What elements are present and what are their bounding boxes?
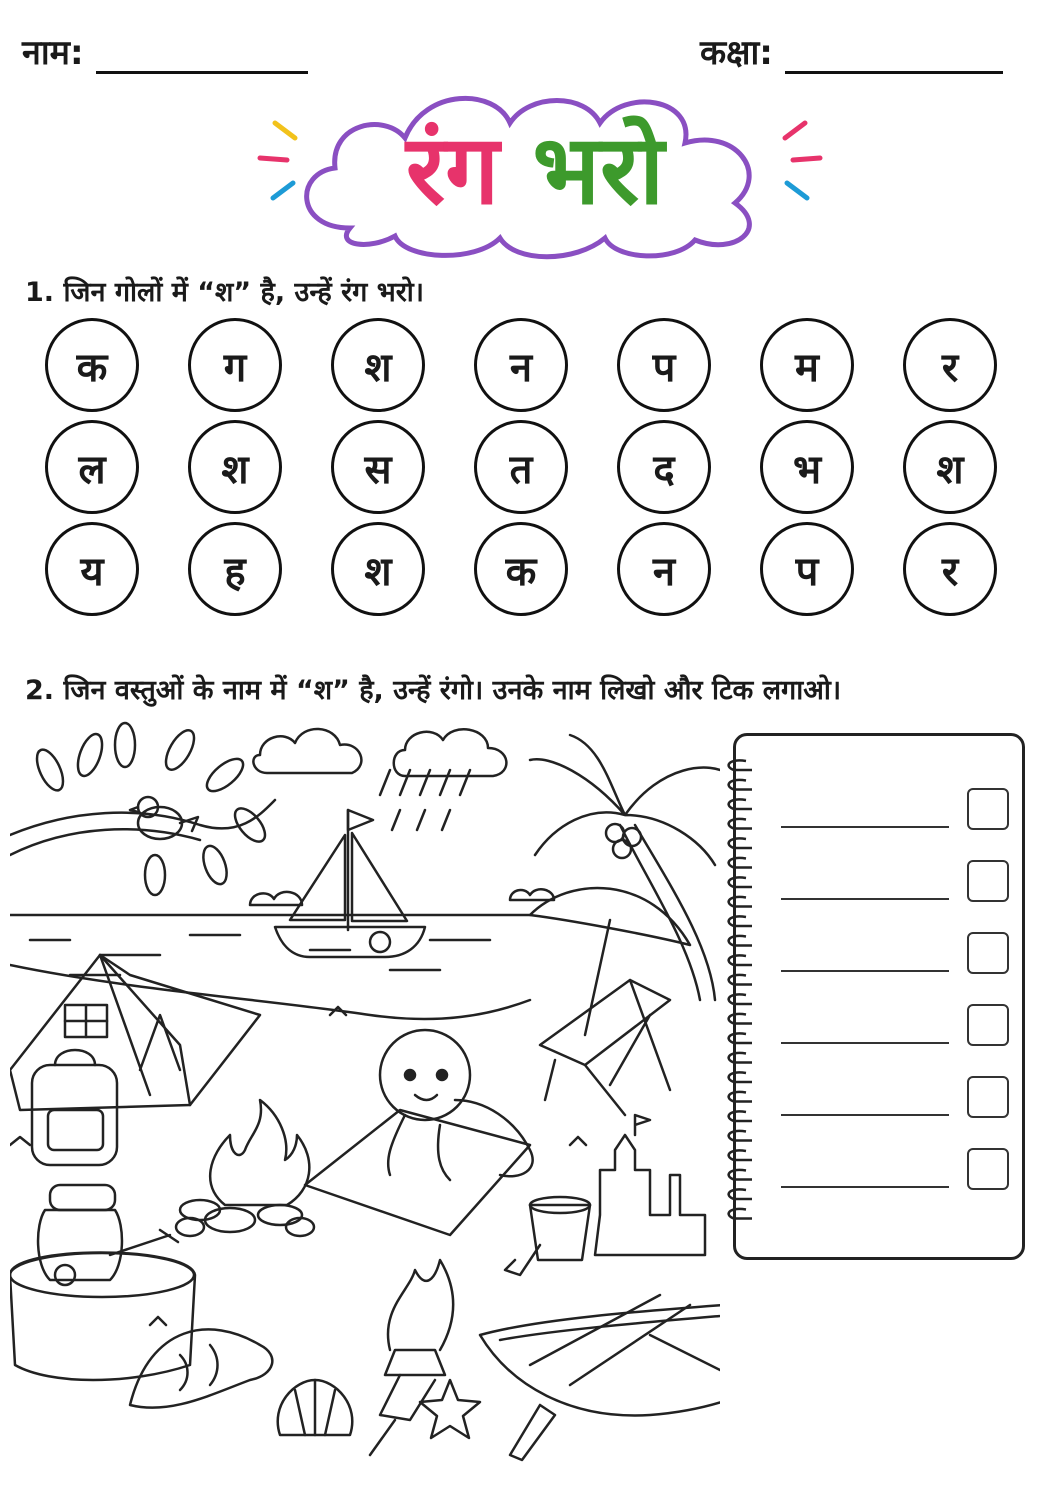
answer-line[interactable]: [781, 1042, 949, 1044]
letter-circle[interactable]: क: [45, 318, 139, 412]
answer-row: [781, 860, 1009, 906]
tick-checkbox[interactable]: [967, 932, 1009, 974]
answer-line[interactable]: [781, 1114, 949, 1116]
letter-circle[interactable]: न: [474, 318, 568, 412]
spiral-ring: [729, 1053, 752, 1063]
spiral-ring: [729, 936, 752, 946]
letter-circle[interactable]: द: [617, 420, 711, 514]
spiral-ring: [729, 760, 752, 770]
letter-circle[interactable]: भ: [760, 420, 854, 514]
sandcastle: [595, 1115, 705, 1255]
answer-notebook: [733, 733, 1025, 1260]
letter-circle[interactable]: श: [331, 522, 425, 616]
question-1: 1. जिन गोलों में “श” है, उन्हें रंग भरो।: [25, 277, 425, 308]
letter-circle[interactable]: न: [617, 522, 711, 616]
sailboat: [275, 810, 425, 957]
name-label: नाम:: [22, 33, 84, 73]
title-word-2: भरो: [532, 114, 665, 226]
letter-circle[interactable]: प: [617, 318, 711, 412]
spiral-ring: [729, 799, 752, 809]
class-label: कक्षा:: [700, 33, 773, 73]
letter-circle[interactable]: श: [331, 318, 425, 412]
letter-circle[interactable]: श: [903, 420, 997, 514]
spiral-binding: [718, 755, 758, 1235]
campfire: [176, 1100, 314, 1236]
bucket: [505, 1197, 590, 1275]
tick-checkbox[interactable]: [967, 788, 1009, 830]
letter-circle[interactable]: क: [474, 522, 568, 616]
letter-circle[interactable]: ह: [188, 522, 282, 616]
answer-line[interactable]: [781, 826, 949, 828]
spiral-ring: [729, 1033, 752, 1043]
class-field: [700, 28, 1003, 74]
answer-line[interactable]: [781, 1186, 949, 1188]
name-field: [22, 28, 308, 74]
spiral-ring: [729, 877, 752, 887]
answer-row: [781, 1076, 1009, 1122]
answer-row: [781, 1148, 1009, 1194]
tent: [10, 955, 260, 1110]
spiral-ring: [729, 916, 752, 926]
letter-circle[interactable]: म: [760, 318, 854, 412]
beach-chair: [540, 980, 670, 1115]
class-blank-line[interactable]: [785, 37, 1003, 74]
answer-line[interactable]: [781, 970, 949, 972]
beach-scene-illustration: [10, 715, 720, 1480]
tick-checkbox[interactable]: [967, 1076, 1009, 1118]
page-title: [300, 110, 770, 230]
right-sparkle-icon: [785, 123, 820, 198]
letter-circle[interactable]: त: [474, 420, 568, 514]
letter-circle[interactable]: ल: [45, 420, 139, 514]
spiral-ring: [729, 1014, 752, 1024]
torch: [370, 1260, 453, 1455]
letter-circle[interactable]: र: [903, 318, 997, 412]
clouds: [250, 729, 554, 905]
spiral-ring: [729, 975, 752, 985]
spiral-ring: [729, 1092, 752, 1102]
letter-circle[interactable]: र: [903, 522, 997, 616]
name-blank-line[interactable]: [96, 37, 308, 74]
spiral-ring: [729, 858, 752, 868]
answer-line[interactable]: [781, 898, 949, 900]
spiral-ring: [729, 1189, 752, 1199]
sea: [10, 915, 530, 1019]
baby: [305, 1030, 533, 1235]
spiral-ring: [729, 1131, 752, 1141]
spiral-ring: [729, 1072, 752, 1082]
spiral-ring: [729, 1111, 752, 1121]
answer-row: [781, 1004, 1009, 1050]
spiral-ring: [729, 1209, 752, 1219]
spiral-ring: [729, 994, 752, 1004]
spiral-ring: [729, 838, 752, 848]
conch-shell: [130, 1329, 272, 1407]
palm-tree: [530, 735, 720, 1000]
title-word-1: रंग: [405, 114, 500, 226]
tree-branch: [10, 723, 275, 895]
spiral-ring: [729, 897, 752, 907]
spiral-ring: [729, 780, 752, 790]
letter-circle[interactable]: स: [331, 420, 425, 514]
letter-circle[interactable]: य: [45, 522, 139, 616]
letter-circle[interactable]: प: [760, 522, 854, 616]
seashell: [278, 1380, 353, 1435]
letter-circle-grid: [45, 318, 1005, 616]
spiral-ring: [729, 1170, 752, 1180]
tick-checkbox[interactable]: [967, 1148, 1009, 1190]
spiral-ring: [729, 955, 752, 965]
left-sparkle-icon: [260, 123, 295, 198]
spiral-ring: [729, 1150, 752, 1160]
honey-jar: [38, 1185, 178, 1285]
answer-row: [781, 932, 1009, 978]
question-2: 2. जिन वस्तुओं के नाम में “श” है, उन्हें रंगो। उनके नाम लिखो और टिक लगाओ।: [25, 675, 842, 706]
letter-circle[interactable]: ग: [188, 318, 282, 412]
answer-row: [781, 788, 1009, 834]
spiral-ring: [729, 819, 752, 829]
tree-stump: [10, 1253, 195, 1381]
tick-checkbox[interactable]: [967, 860, 1009, 902]
letter-circle[interactable]: श: [188, 420, 282, 514]
rowboat: [480, 1295, 720, 1460]
tick-checkbox[interactable]: [967, 1004, 1009, 1046]
